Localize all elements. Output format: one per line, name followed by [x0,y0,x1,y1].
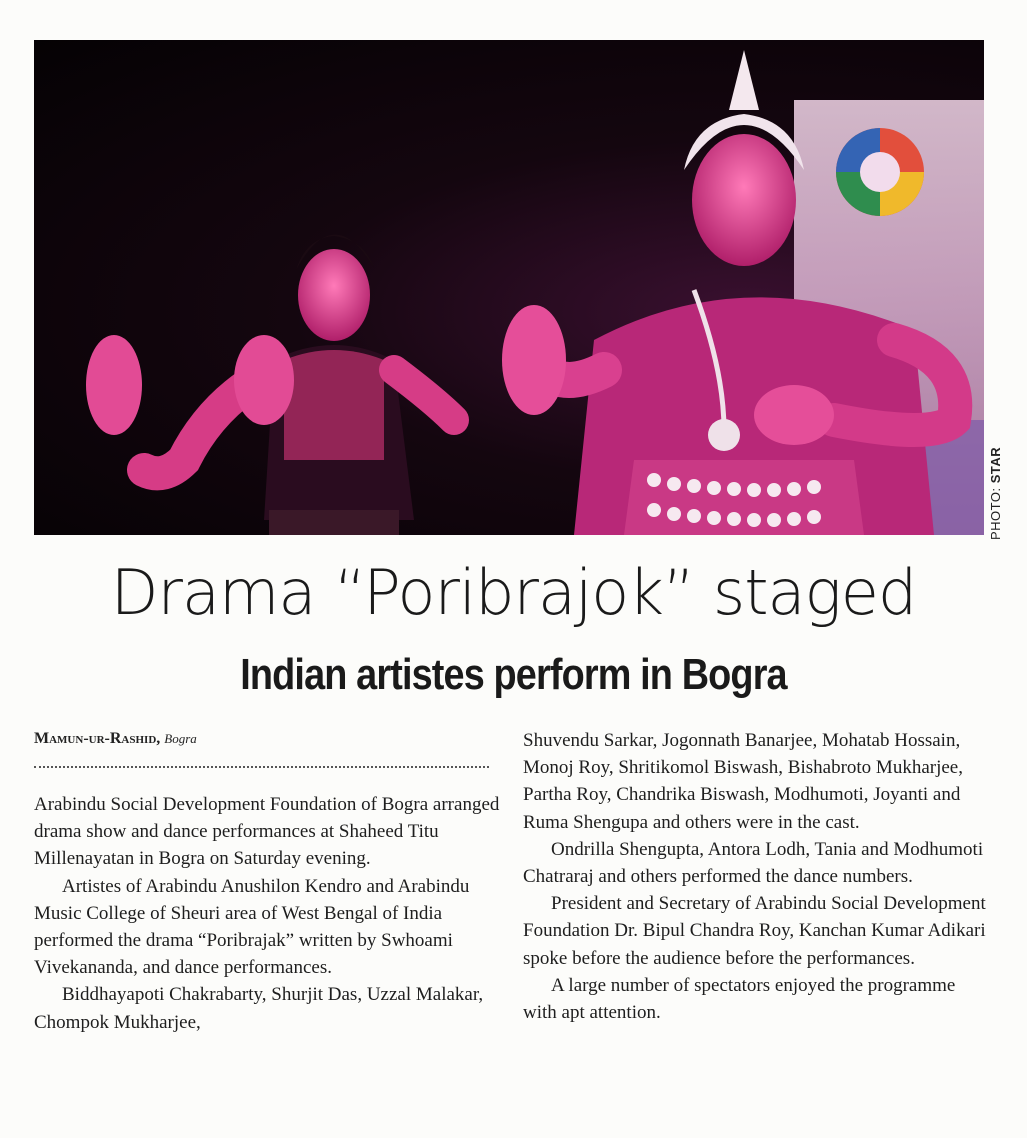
byline [34,730,197,748]
paragraph: Artistes of Arabindu Anushilon Kendro and Arabindu Music College of Sheuri area of West Bengal of India performed the drama “Poribrajak” written by Swhoami Vivekananda, and dance performances. [34,875,470,979]
article-subhead: Indian artistes perform in Bogra [240,650,787,699]
article-column-1 [34,791,504,1036]
byline-location: Bogra [164,731,197,746]
byline-divider [34,766,489,768]
paragraph: Biddhayapoti Chakrabarty, Shurjit Das, Uzzal Malakar, Chompok Mukharjee, [34,984,484,1033]
photo-credit [988,447,1003,540]
paragraph: Ondrilla Shengupta, Antora Lodh, Tania and Modhumoti Chatraraj and others performed the dance numbers. [523,838,984,888]
paragraph: President and Secretary of Arabindu Social Development Foundation Dr. Bipul Chandra Roy, Kanchan Kumar Adikari spoke before the audience before the performances. [523,893,986,969]
article-headline: Drama “Poribrajok” staged [110,556,917,629]
byline-author: Mamun-ur-Rashid, [34,730,161,747]
photo-credit-source: STAR [988,446,1003,484]
paragraph: Arabindu Social Development Foundation of Bogra arranged drama show and dance performances at Shaheed Titu Millenayatan in Bogra on Saturday evening. [34,794,500,870]
news-photo [34,40,984,535]
paragraph: Shuvendu Sarkar, Jogonnath Banarjee, Mohatab Hossain, Monoj Roy, Shritikomol Biswash, Bishabroto Mukharjee, Partha Roy, Chandrika Biswash, Modhumoti, Joyanti and Ruma Shengupa and others were in the cast. [523,730,963,833]
article-column-2 [523,727,993,1026]
photo-credit-label: PHOTO: [988,487,1003,540]
paragraph: A large number of spectators enjoyed the programme with apt attention. [523,974,956,1024]
dancers-illustration [34,40,984,535]
